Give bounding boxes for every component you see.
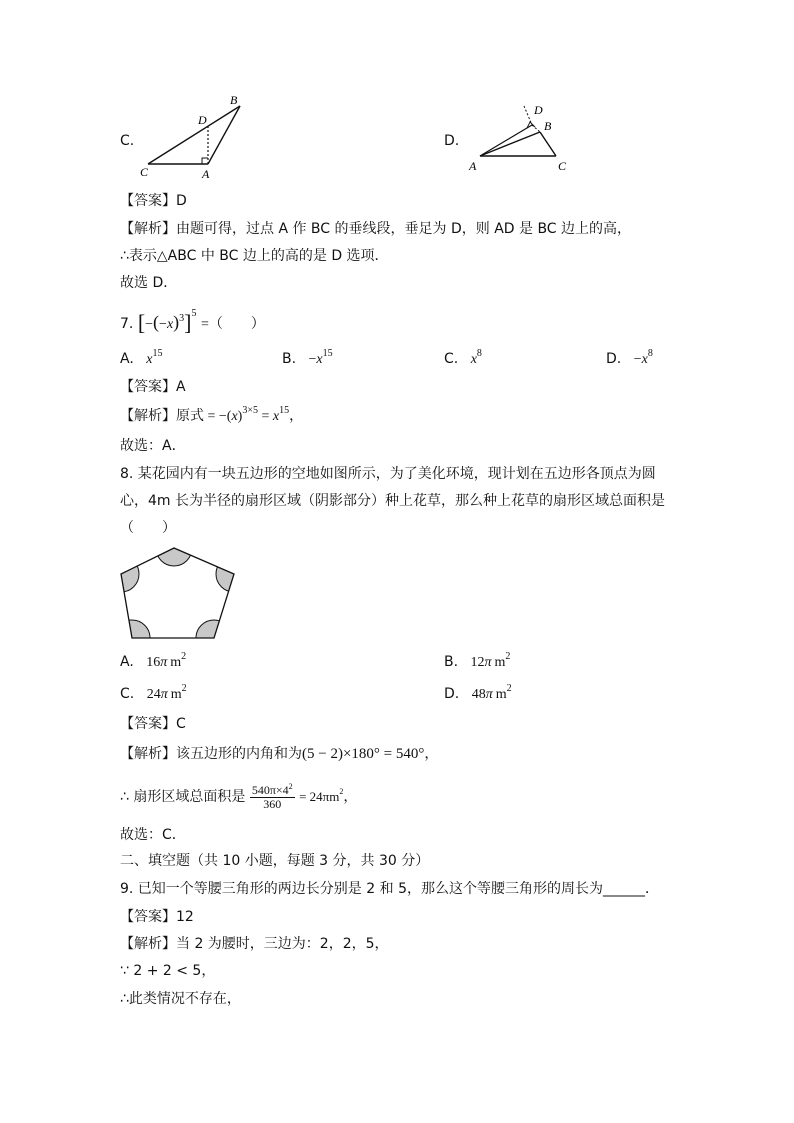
unit: m [494, 655, 506, 670]
area-fraction [250, 781, 295, 811]
equals: = [257, 409, 273, 424]
exponent-2: 2 [181, 651, 187, 662]
q7-paren: （ ） [208, 316, 265, 332]
option-label: B. [444, 654, 459, 670]
exponent-2: 2 [506, 683, 512, 694]
q8-area [120, 781, 357, 813]
q9-analysis-line3: ∴此类情况不存在， [120, 991, 241, 1007]
q8-option-d[interactable] [444, 685, 512, 704]
vertex-label-c: C [558, 159, 567, 173]
area-suffix: ， [343, 789, 358, 805]
figure-option-c [138, 92, 248, 182]
q9-stem [120, 880, 659, 898]
exponent-2: 2 [505, 651, 511, 662]
bracket-left: [ [137, 310, 146, 335]
option-label: A. [120, 351, 134, 367]
option-label: D. [444, 686, 460, 702]
q7-option-d[interactable] [606, 350, 653, 369]
q8-conclusion: 故选：C． [120, 827, 186, 843]
exponent-3: 3 [179, 313, 185, 324]
minus: − [159, 317, 167, 332]
result-exponent: 15 [279, 405, 290, 416]
variable-x: x [470, 352, 477, 367]
option-label: A. [120, 654, 134, 670]
q6-analysis-line1: 【解析】由题可得，过点 A 作 BC 的垂线段，垂足为 D，则 AD 是 BC 边上的高， [120, 221, 632, 237]
variable-x: x [166, 317, 174, 332]
option-label: C. [120, 686, 135, 702]
analysis-prefix: 【解析】该五边形的内角和为 [120, 746, 302, 762]
q8-line1: 8. 某花园内有一块五边形的空地如图所示，为了美化环境，现计划在五边形各顶点为圆 [120, 466, 656, 482]
paren-left: ( [153, 312, 160, 332]
analysis-prefix: 【解析】原式 [120, 408, 204, 424]
option-value: 12 [470, 655, 485, 670]
q8-answer: 【答案】C [120, 716, 186, 732]
option-value: 48 [471, 687, 486, 702]
equals: = −( [204, 409, 232, 424]
analysis-suffix: ， [424, 746, 439, 762]
q7-number: 7. [120, 316, 134, 332]
unit: m [495, 687, 507, 702]
q6-analysis-line2: ∴表示△ABC 中 BC 边上的高的是 D 选项． [120, 248, 389, 264]
option-exponent: 15 [322, 348, 333, 359]
option-value: 24 [146, 687, 161, 702]
paren-right: ) [237, 409, 243, 424]
q7-option-c[interactable] [444, 350, 482, 369]
q8-option-a[interactable] [120, 653, 186, 672]
option-sign: − [633, 352, 642, 367]
sector-right [216, 556, 238, 592]
option-label: C. [444, 351, 459, 367]
q8-line3: （ ） [120, 520, 176, 536]
q7-stem [120, 308, 265, 336]
exponent-2: 2 [288, 781, 293, 791]
area-prefix: ∴ 扇形区域总面积是 [120, 789, 246, 805]
figure-option-d [464, 100, 584, 178]
vertex-label-d: D [198, 113, 207, 127]
vertex-label-c: C [140, 165, 149, 179]
exponent-2: 2 [339, 787, 344, 796]
q7-analysis [120, 407, 303, 426]
analysis-expression: (5 − 2)×180° = 540° [302, 746, 425, 762]
vertex-label-a: A [202, 167, 210, 181]
paren-right: ) [173, 312, 180, 332]
area-result: = 24πm [299, 789, 340, 804]
option-exponent: 15 [152, 348, 163, 359]
sector-bottom-right [196, 620, 232, 643]
q7-option-a[interactable] [120, 350, 162, 369]
exponent-2: 2 [181, 683, 187, 694]
section-heading: 二、填空题（共 10 小题，每题 3 分，共 30 分） [120, 853, 430, 869]
vertex-label-d: D [534, 103, 543, 117]
q6-answer: 【答案】D [120, 193, 187, 209]
pi-symbol: π [160, 655, 168, 670]
vertex-label-a: A [469, 159, 477, 173]
q9-answer: 【答案】12 [120, 909, 194, 925]
q7-answer: 【答案】A [120, 379, 186, 395]
q8-option-c[interactable] [120, 685, 187, 704]
variable-x: x [316, 352, 323, 367]
option-label: D. [606, 351, 622, 367]
q8-option-b[interactable] [444, 653, 510, 672]
variable-x: x [231, 409, 238, 424]
numerator-text: 540π×4 [251, 782, 289, 797]
q7-option-b[interactable] [282, 350, 333, 369]
vertex-label-b: B [544, 119, 552, 133]
q8-analysis [120, 745, 438, 763]
q9-analysis-line1: 【解析】当 2 为腰时，三边为：2，2，5， [120, 936, 389, 952]
analysis-suffix: ， [289, 408, 304, 424]
option-value: 16 [146, 655, 161, 670]
variable-x: x [641, 352, 648, 367]
pi-symbol: π [484, 655, 492, 670]
option-exponent: 8 [476, 348, 482, 359]
variable-x: x [146, 352, 153, 367]
option-label: B. [282, 351, 297, 367]
q9-end: ． [644, 881, 659, 897]
q8-line2: 心，4m 长为半径的扇形区域（阴影部分）种上花草，那么种上花草的扇形区域总面积是 [120, 493, 665, 509]
pentagon-figure [118, 545, 238, 643]
unit: m [170, 687, 182, 702]
fraction-denominator: 360 [263, 796, 282, 811]
q6-conclusion: 故选 D． [120, 275, 178, 291]
pi-symbol: π [160, 687, 168, 702]
q9-blank[interactable]: ______ [602, 881, 645, 897]
option-d-label: D. [444, 133, 460, 149]
equals: = [200, 317, 209, 332]
unit: m [170, 655, 182, 670]
q7-conclusion: 故选：A． [120, 438, 186, 454]
sector-bottom-left [118, 620, 150, 643]
option-sign: − [308, 352, 317, 367]
minus: − [145, 317, 154, 332]
variable-x: x [272, 409, 280, 424]
pi-symbol: π [485, 687, 493, 702]
option-exponent: 8 [647, 348, 653, 359]
exponent-5: 5 [191, 308, 197, 319]
fraction-numerator [250, 781, 295, 798]
q9-analysis-line2: ∵ 2 + 2 < 5， [120, 963, 216, 979]
analysis-exponent: 3×5 [242, 405, 258, 416]
vertex-label-b: B [230, 93, 238, 107]
bracket-right: ] [184, 310, 192, 335]
option-c-label: C. [120, 133, 135, 149]
q9-stem-text: 9. 已知一个等腰三角形的两边长分别是 2 和 5，那么这个等腰三角形的周长为 [120, 881, 603, 897]
